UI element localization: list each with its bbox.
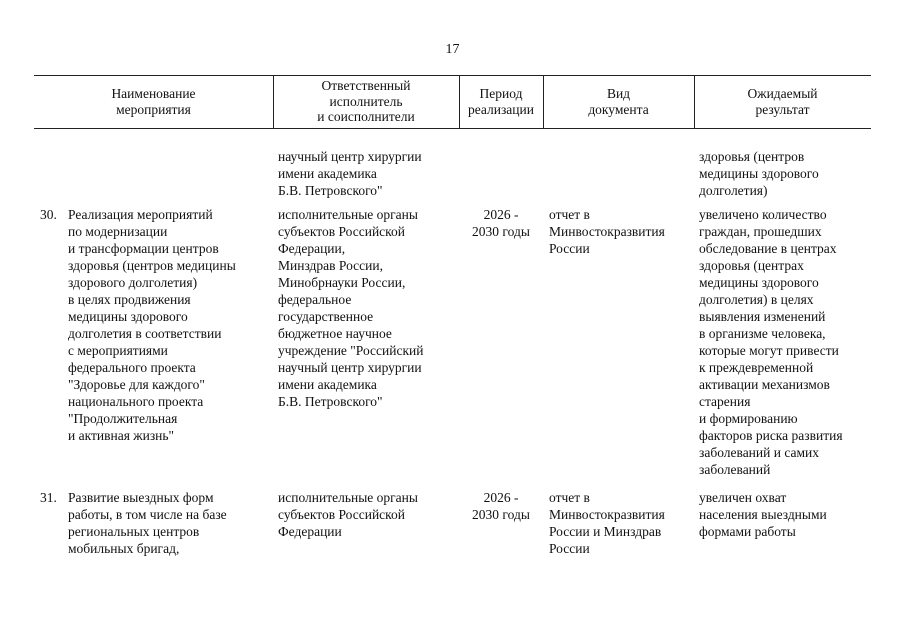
header-document: Вид документа <box>588 86 649 117</box>
header-name: Наименование мероприятия <box>111 86 196 117</box>
header-executors: Ответственный исполнитель и соисполнители <box>317 78 415 125</box>
row-name: Реализация мероприятий по модернизации и трансформации центров здоровья (центров медицины здорового долголетия) в целях продвижения медицины здорового долголетия в соответствии с мероприятиями федерального проекта "Здоровье для каждого" национального проекта "Продолжительная и активная жизнь" <box>68 207 236 443</box>
page-number: 17 <box>445 42 460 57</box>
row-period: 2026 - 2030 годы <box>472 207 530 239</box>
row-executors: исполнительные органы субъектов Российской Федерации, Минздрав России, Минобрнауки России, федеральное государственное бюджетное научное учреждение "Российский научный центр хирургии имени академика Б.В. Петровского" <box>278 207 424 409</box>
header-result: Ожидаемый результат <box>747 86 818 117</box>
continuation-executors: научный центр хирургии имени академика Б.В. Петровского" <box>278 149 422 198</box>
row-executors: исполнительные органы субъектов Российской Федерации <box>278 490 418 539</box>
row-number: 31. <box>40 490 57 505</box>
table-header-rule <box>34 128 871 129</box>
row-name: Развитие выездных форм работы, в том числе на базе региональных центров мобильных бригад, <box>68 490 227 556</box>
row-document: отчет в Минвостокразвития России и Минздрав России <box>549 490 665 556</box>
row-document: отчет в Минвостокразвития России <box>549 207 665 256</box>
row-result: увеличено количество граждан, прошедших обследование в центрах здоровья (центрах медицины здорового долголетия) в целях выявления изменений в организме человека, которые могут привести к преждевременной активации механизмов старения и формированию факторов риска развития заболеваний и самих заболеваний <box>699 207 843 477</box>
continuation-result: здоровья (центров медицины здорового долголетия) <box>699 149 819 198</box>
row-result: увеличен охват населения выездными формами работы <box>699 490 827 539</box>
row-number: 30. <box>40 207 57 222</box>
header-period: Период реализации <box>468 86 534 117</box>
row-period: 2026 - 2030 годы <box>472 490 530 522</box>
